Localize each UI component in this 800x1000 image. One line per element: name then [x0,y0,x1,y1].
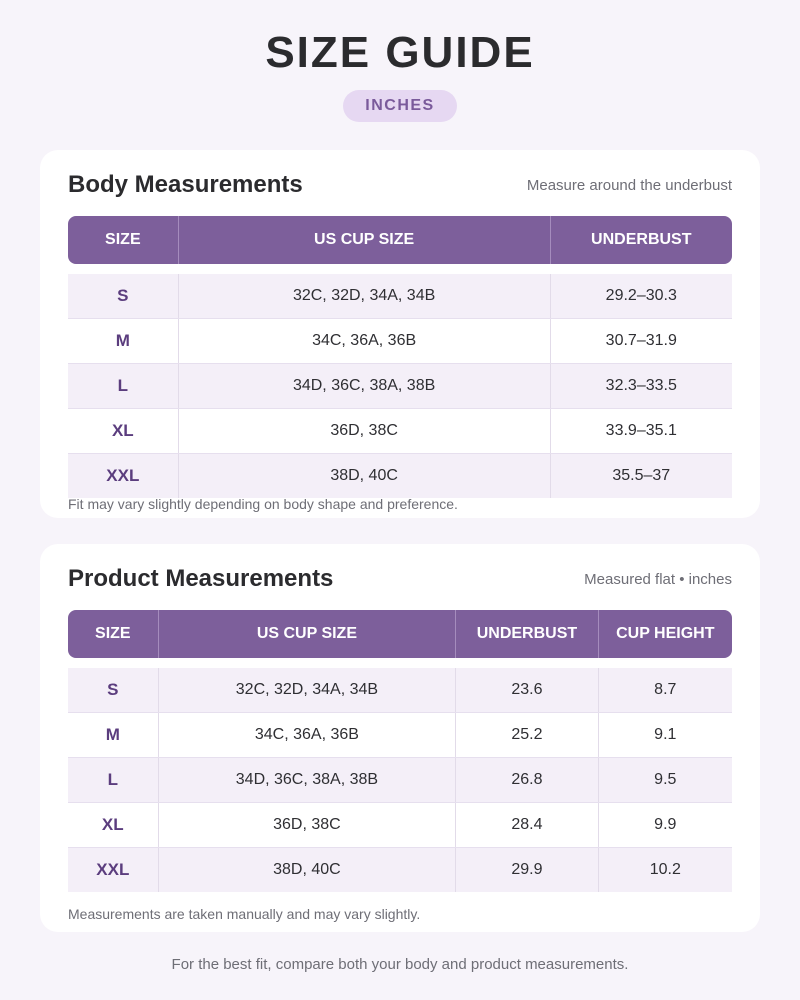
us-cup-size-cell: 36D, 38C [159,803,457,847]
us-cup-size-cell: 32C, 32D, 34A, 34B [159,668,457,712]
table-header [68,216,732,264]
us-cup-size-cell: 36D, 38C [179,409,551,453]
product-measurements-note: Measured flat • inches [584,571,732,588]
table-row [68,363,732,408]
underbust-cell: 35.5–37 [612,467,671,484]
size-cell: M [68,319,179,363]
body-measurements-table [68,216,732,498]
cup-height-cell: 8.7 [654,681,677,698]
column-header-us-cup-size: US CUP SIZE [159,610,457,658]
size-cell: M [68,713,159,757]
us-cup-size-cell: 32C, 32D, 34A, 34B [179,274,551,318]
size-cell: S [68,668,159,712]
underbust-cell: 33.9–35.1 [605,422,677,439]
table-row [68,712,732,757]
column-header-underbust: UNDERBUST [456,610,598,658]
column-header-size: SIZE [68,216,179,264]
table-row [68,757,732,802]
bottom-note: For the best fit, compare both your body and product measurements. [171,956,629,973]
us-cup-size-cell: 34C, 36A, 36B [179,319,551,363]
underbust-cell: 23.6 [456,668,598,712]
underbust-cell: 26.8 [456,758,598,802]
column-header-us-cup-size: US CUP SIZE [179,216,551,264]
cup-height-cell: 9.9 [654,816,677,833]
underbust-cell: 28.4 [456,803,598,847]
table-header [68,610,732,658]
size-cell: L [68,364,179,408]
us-cup-size-cell: 38D, 40C [179,454,551,498]
cup-height-cell: 10.2 [649,861,681,878]
us-cup-size-cell: 38D, 40C [159,848,457,892]
table-row [68,274,732,318]
body-measurements-footnote: Fit may vary slightly depending on body shape and preference. [68,496,458,512]
underbust-cell: 29.9 [456,848,598,892]
size-cell: XL [68,409,179,453]
underbust-cell: 25.2 [456,713,598,757]
underbust-cell: 29.2–30.3 [605,287,677,304]
size-cell: XXL [68,848,159,892]
table-row [68,847,732,892]
column-header-underbust: UNDERBUST [591,231,692,248]
product-measurements-title: Product Measurements [68,565,334,592]
us-cup-size-cell: 34D, 36C, 38A, 38B [179,364,551,408]
table-body [68,274,732,498]
us-cup-size-cell: 34C, 36A, 36B [159,713,457,757]
product-measurements-card [40,544,760,932]
table-body [68,668,732,892]
us-cup-size-cell: 34D, 36C, 38A, 38B [159,758,457,802]
unit-badge: INCHES [343,90,457,122]
column-header-cup-height: CUP HEIGHT [616,625,715,642]
underbust-cell: 32.3–33.5 [605,377,677,394]
table-row [68,802,732,847]
column-header-size: SIZE [68,610,159,658]
table-row [68,408,732,453]
product-measurements-footnote: Measurements are taken manually and may vary slightly. [68,906,421,922]
cup-height-cell: 9.5 [654,771,677,788]
underbust-cell: 30.7–31.9 [605,332,677,349]
table-row [68,668,732,712]
size-cell: S [68,274,179,318]
body-measurements-card [40,150,760,518]
body-measurements-title: Body Measurements [68,171,303,198]
body-measurements-note: Measure around the underbust [526,177,732,194]
table-row [68,453,732,498]
size-cell: XL [68,803,159,847]
table-row [68,318,732,363]
cup-height-cell: 9.1 [654,726,677,743]
size-cell: L [68,758,159,802]
product-measurements-table [68,610,732,892]
size-cell: XXL [68,454,179,498]
page-title: SIZE GUIDE [265,28,535,77]
